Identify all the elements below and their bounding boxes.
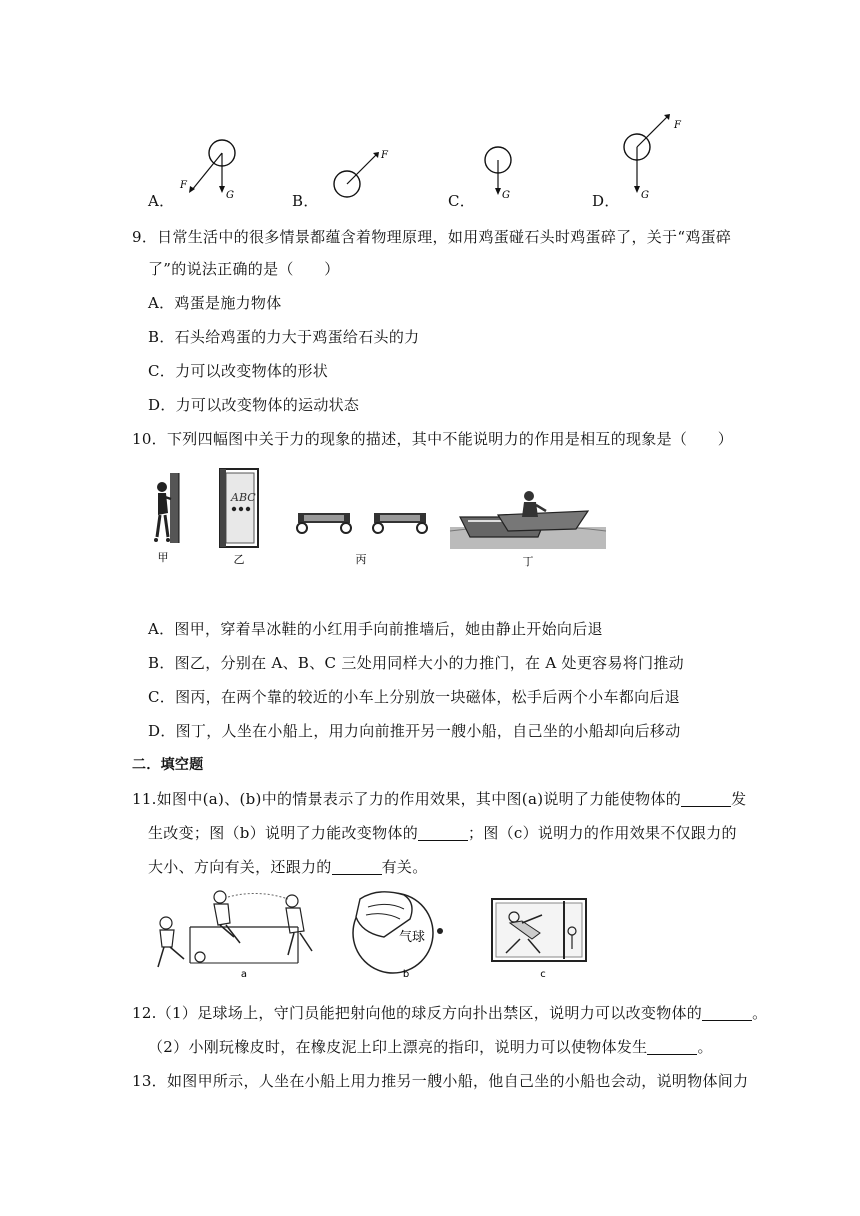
section-title: 二．填空题: [132, 757, 204, 773]
q10-option-b: B．图乙，分别在 A、B、C 三处用同样大小的力推门，在 A 处更容易将门推动: [148, 654, 684, 672]
svg-text:F: F: [180, 180, 187, 191]
svg-text:G: G: [502, 190, 510, 201]
q8-diagram-c: [468, 128, 548, 208]
q8-option-c: [448, 128, 568, 213]
q11-blank-3[interactable]: [332, 858, 382, 875]
q8-option-d-label: D．: [592, 192, 620, 210]
q8-option-a-label: A．: [148, 192, 175, 210]
q10-figure-bing: [297, 513, 427, 566]
q9-option-a: A．鸡蛋是施力物体: [148, 294, 282, 312]
q11-label-b: b: [402, 969, 410, 980]
q11-label-a: a: [240, 969, 248, 980]
q13-line1: 13．如图甲所示，人坐在小船上用力推另一艘小船，他自己坐的小船也会动，说明物体间力: [132, 1072, 749, 1090]
q12-line2: （2）小刚玩橡皮时，在橡皮泥上印上漂亮的指印，说明力可以使物体发生 。: [148, 1038, 713, 1056]
q8-option-d: [592, 120, 732, 213]
q12-line1: 12.（1）足球场上，守门员能把射向他的球反方向扑出禁区，说明力可以改变物体的 。: [132, 1004, 768, 1022]
q10-label-bing: 丙: [355, 553, 367, 566]
q10-figure: [148, 465, 608, 575]
q8-diagram-d: [614, 112, 724, 212]
q12-blank-2[interactable]: [647, 1038, 697, 1055]
q10-door-text: ABC: [231, 491, 256, 504]
q9-stem-line1: 9．日常生活中的很多情景都蕴含着物理原理，如用鸡蛋碰石头时鸡蛋碎了，关于“鸡蛋碎: [132, 228, 732, 246]
q11-figure-a: [158, 891, 312, 980]
q11-figure-c: [492, 899, 586, 980]
svg-text:G: G: [226, 190, 234, 201]
q10-option-a: A．图甲，穿着旱冰鞋的小红用手向前推墙后，她由静止开始向后退: [148, 620, 603, 638]
q10-label-ding: 丁: [522, 555, 534, 568]
q10-figure-jia: [154, 473, 179, 564]
q11-line3: 大小、方向有关，还跟力的 有关。: [148, 858, 428, 876]
q10-label-yi: 乙: [233, 553, 245, 566]
q11-balloon-text: 气球: [398, 930, 426, 945]
svg-text:F: F: [381, 150, 388, 161]
q11-figure-b: [353, 892, 443, 980]
q11-blank-1[interactable]: [681, 790, 731, 807]
q11-figure: [148, 885, 598, 980]
q10-label-jia: 甲: [157, 551, 169, 564]
q11-line1: 11.如图中(a)、(b)中的情景表示了力的作用效果，其中图(a)说明了力能使物体的 发: [132, 790, 747, 808]
q8-option-c-label: C．: [448, 192, 476, 210]
q9-option-d: D．力可以改变物体的运动状态: [148, 396, 360, 414]
q10-figure-ding: [450, 491, 606, 568]
q9-option-b: B．石头给鸡蛋的力大于鸡蛋给石头的力: [148, 328, 420, 346]
q11-label-c: c: [540, 969, 546, 980]
q8-option-b-label: B．: [292, 192, 319, 210]
q11-blank-2[interactable]: [418, 824, 468, 841]
q10-stem: 10．下列四幅图中关于力的现象的描述，其中不能说明力的作用是相互的现象是（ ）: [132, 430, 734, 448]
q9-stem-line2: 了”的说法正确的是（ ）: [148, 260, 340, 278]
q8-option-b: [292, 128, 412, 213]
q10-option-c: C．图丙，在两个靠的较近的小车上分别放一块磁体，松手后两个小车都向后退: [148, 688, 680, 706]
svg-text:G: G: [641, 190, 649, 201]
q8-options: [140, 120, 760, 213]
svg-text:F: F: [674, 120, 681, 131]
q11-line2: 生改变；图（b）说明了力能改变物体的 ；图（c）说明力的作用效果不仅跟力的: [148, 824, 737, 842]
q8-option-a: [140, 128, 260, 213]
q10-option-d: D．图丁，人坐在小船上，用力向前推开另一艘小船，自己坐的小船却向后移动: [148, 722, 681, 740]
q9-option-c: C．力可以改变物体的形状: [148, 362, 329, 380]
q8-diagram-b: [317, 128, 397, 208]
q10-figure-yi: [220, 469, 258, 566]
q8-diagram-a: [170, 128, 250, 208]
q12-blank-1[interactable]: [702, 1004, 752, 1021]
